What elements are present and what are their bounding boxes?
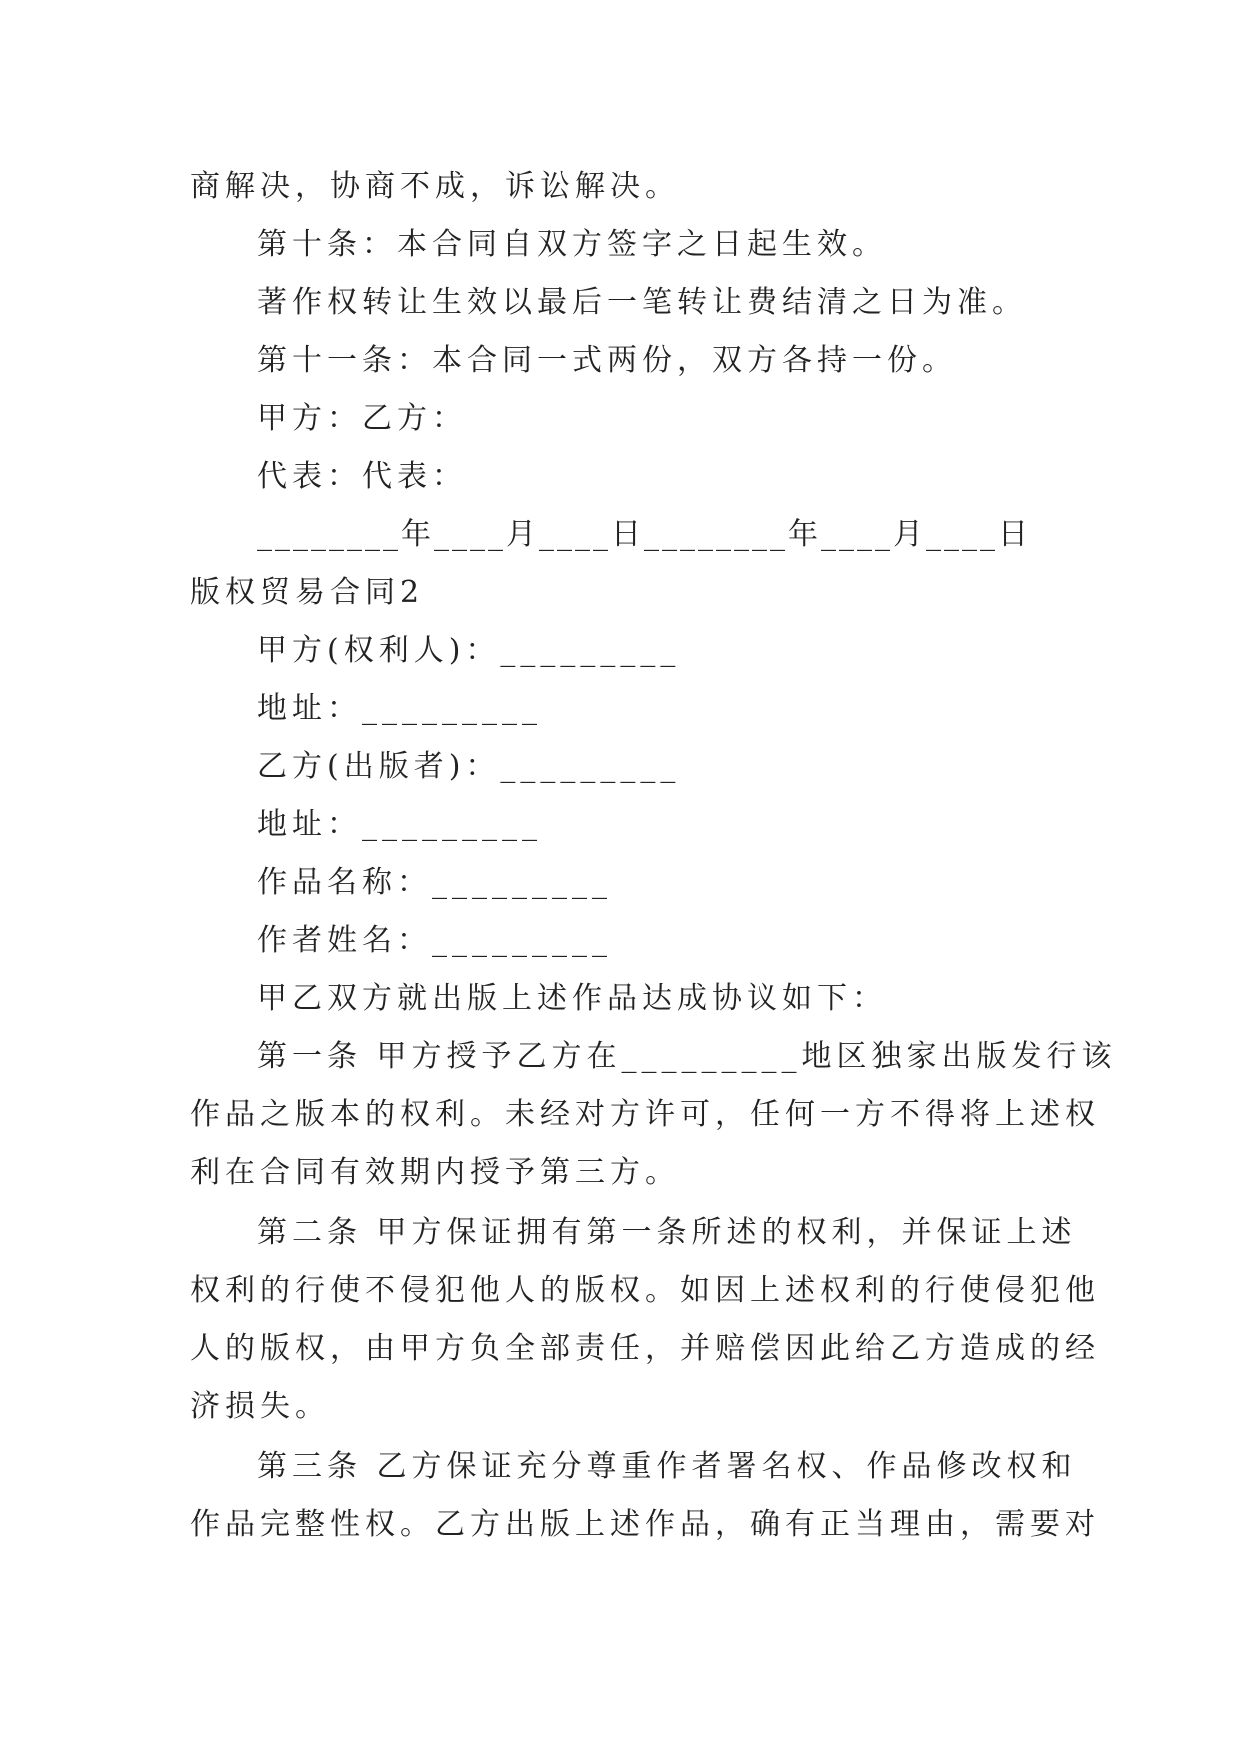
- text-line-article-3-a: 第三条 乙方保证充分尊重作者署名权、作品修改权和: [257, 1449, 1077, 1484]
- text-line-article-1-b: 作品之版本的权利。未经对方许可，任何一方不得将上述权: [190, 1097, 1100, 1132]
- text-line-article-1-a: 第一条 甲方授予乙方在_________地区独家出版发行该: [257, 1039, 1117, 1074]
- text-line-article-10: 第十条：本合同自双方签字之日起生效。: [257, 227, 887, 262]
- text-line-party-a: 甲方(权利人)：_________: [257, 633, 681, 668]
- text-line-address-b: 地址：_________: [257, 807, 542, 842]
- text-line-address-a: 地址：_________: [257, 691, 542, 726]
- text-line-article-2-b: 权利的行使不侵犯他人的版权。如因上述权利的行使侵犯他: [190, 1273, 1100, 1308]
- text-line-article-3-b: 作品完整性权。乙方出版上述作品，确有正当理由，需要对: [190, 1507, 1100, 1542]
- text-line-transfer-effective: 著作权转让生效以最后一笔转让费结清之日为准。: [257, 285, 1027, 320]
- text-line-article-2-c: 人的版权，由甲方负全部责任，并赔偿因此给乙方造成的经: [190, 1331, 1100, 1366]
- text-line-article-1-c: 利在合同有效期内授予第三方。: [190, 1155, 680, 1190]
- text-line-parties: 甲方：乙方：: [257, 401, 467, 436]
- text-line-dispute: 商解决，协商不成，诉讼解决。: [190, 169, 680, 204]
- text-line-agreement-intro: 甲乙双方就出版上述作品达成协议如下：: [257, 981, 887, 1016]
- text-line-party-b: 乙方(出版者)：_________: [257, 749, 681, 784]
- text-line-article-11: 第十一条：本合同一式两份，双方各持一份。: [257, 343, 957, 378]
- text-line-dates: ________年____月____日________年____月____日: [257, 517, 1031, 552]
- text-line-article-2-d: 济损失。: [190, 1389, 330, 1424]
- text-line-author-name: 作者姓名：_________: [257, 923, 612, 958]
- text-line-representatives: 代表：代表：: [257, 459, 467, 494]
- section-title: 版权贸易合同2: [190, 575, 425, 610]
- text-line-article-2-a: 第二条 甲方保证拥有第一条所述的权利，并保证上述: [257, 1215, 1077, 1250]
- text-line-work-title: 作品名称：_________: [257, 865, 612, 900]
